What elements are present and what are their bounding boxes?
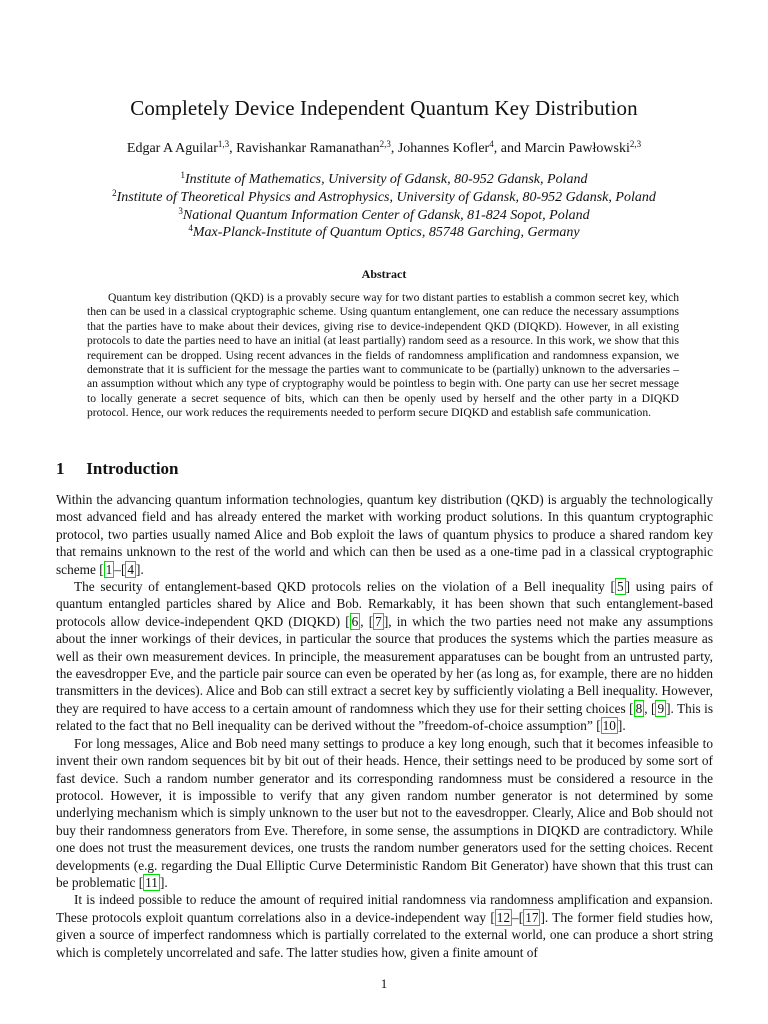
- citation-bracket: [: [490, 909, 495, 925]
- affiliation-line: [0, 224, 768, 242]
- citation-bracket: ]: [383, 613, 389, 629]
- citation-bracket: ]: [666, 700, 671, 716]
- citation-bracket: ]: [540, 909, 545, 925]
- citation-bracket: [: [120, 561, 126, 577]
- citation-bracket: [: [629, 700, 634, 716]
- paragraph-text: For long messages, Alice and Bob need many settings to produce a key long enough, such that it becomes infeasible to invent their own random sequences bit by bit out of their heads. Hence, their settings need to be produced by some sort of fast device. Such a random number generator and its corresponding randomness must be considered a resource in the protocol. However, it is impossible to verify that any given random number generator is not determined by some underlying mechanism which is simply unknown to the user but not to the eavesdropper. Clearly, Alice and Bob should not buy their randomness generators from Eve. Therefore, in some sense, the assumptions in DIQKD are contradictory. While one does not trust the measurement devices, one trusts the random number generators used for the setting choices. Recent developments (e.g. regarding the Dual Elliptic Curve Deterministic Random Bit Generator) have shown that this trust can be problematic: [56, 735, 713, 890]
- affiliation-mark: 3: [178, 205, 183, 216]
- affiliation-text: Max-Planck-Institute of Quantum Optics, 85748 Garching, Germany: [192, 225, 580, 241]
- citation-link[interactable]: 9: [657, 700, 665, 716]
- author-affiliation-mark: 4: [489, 139, 494, 149]
- affiliation-mark: 1: [180, 170, 186, 180]
- paragraph-text: ].: [136, 561, 144, 577]
- paragraph-text: The security of entanglement-based QKD protocols relies on the violation of a Bell inequality: [74, 579, 611, 595]
- author-name: Edgar A Aguilar: [126, 141, 218, 156]
- introduction-body: [56, 491, 713, 961]
- citation-bracket: [: [596, 718, 601, 734]
- citation-bracket: [: [610, 579, 615, 595]
- affiliation-text: National Quantum Information Center of Gdansk, 81-824 Sopot, Poland: [182, 207, 590, 223]
- body-paragraph: [56, 891, 713, 961]
- author-name: Marcin Pawłowski: [524, 141, 630, 156]
- author-affiliation-mark: 1,3: [217, 139, 230, 149]
- affiliation-list: [0, 171, 768, 242]
- author-separator: ,: [229, 141, 237, 156]
- paragraph-text: –: [512, 909, 519, 925]
- author-name: Ravishankar Ramanathan: [236, 141, 380, 156]
- citation-link[interactable]: 4: [127, 561, 135, 577]
- citation-bracket: ]: [625, 579, 631, 595]
- abstract-text: Quantum key distribution (QKD) is a provably secure way for two distant parties to establish a common secret key, which then can be used in a classical cryptographic scheme. Using quantum entanglement, one can reduce the necessary assumptions that the parties have to make about their devices, giving rise to device-independent QKD (DIQKD). However, in all existing protocols to date the parties need to have an initial (at least partially) random seed as a resource. In this work, we show that this requirement can be dropped. Using recent advances in the fields of randomness amplification and randomness expansion, we demonstrate that it is sufficient for the message the parties want to communicate to be (partially) unknown to the adversaries – an assumption without which any type of cryptography would be pointless to begin with. One party can use her secret message to locally generate a secret sequence of bits, which can then be openly used by herself and the other party in a DIQKD protocol. Hence, our work reduces the requirements needed to perform secure DIQKD and establish safe communication.: [87, 291, 679, 420]
- author-affiliation-mark: 2,3: [629, 139, 642, 149]
- paragraph-text: .: [164, 874, 168, 890]
- author-name: Johannes Kofler: [397, 141, 490, 156]
- paragraph-text: using pairs of quantum entangled particles shared by Alice and Bob. Remarkably, it has been shown that such entanglement-based protocols allow device-independent QKD (DIQKD): [56, 579, 713, 629]
- paragraph-text: It is indeed possible to reduce the amount of required initial randomness via randomness amplification and expansion. These protocols exploit quantum correlations also in a device-independent way: [56, 892, 713, 925]
- citation-link[interactable]: 11: [145, 874, 158, 890]
- body-paragraph: [56, 578, 713, 735]
- citation-link[interactable]: 1: [105, 561, 113, 577]
- citation-link[interactable]: 8: [635, 700, 643, 716]
- author-affiliation-mark: 2,3: [379, 139, 391, 149]
- affiliation-mark: 2: [112, 187, 117, 198]
- paragraph-text: ,: [644, 700, 652, 716]
- paragraph-text: ,: [360, 613, 369, 629]
- page-number: 1: [380, 976, 388, 991]
- author-list: [0, 141, 768, 157]
- section-heading: [56, 459, 179, 479]
- citation-bracket: [: [138, 874, 144, 890]
- paragraph-text: . The former field studies how, given a source of imperfect randomness which is partially correlated to the external world, one can produce a short string which is completely uncorrelated and safe. The latter studies how, given a finite amount of: [56, 909, 713, 960]
- citation-link[interactable]: 10: [602, 718, 616, 734]
- paragraph-text: Within the advancing quantum information technologies, quantum key distribution (QKD) is arguably the technologically most advanced field and has already entered the market with working product solutions. In this quantum cryptographic protocol, two parties usually named Alice and Bob exploit the laws of quantum physics to produce a shared random key that remains unknown to the rest of the world and which can then be used as a one-time pad in a classical cryptographic scheme: [56, 492, 713, 577]
- paragraph-text: .: [622, 718, 626, 734]
- paper-title: Completely Device Independent Quantum Key Distribution: [130, 96, 638, 120]
- affiliation-line: [0, 171, 768, 189]
- citation-link[interactable]: 7: [375, 613, 382, 629]
- citation-bracket: [: [345, 613, 350, 629]
- body-paragraph: [56, 491, 713, 578]
- citation-bracket: [: [99, 561, 104, 577]
- affiliation-line: [0, 189, 768, 207]
- abstract-heading: Abstract: [361, 267, 407, 281]
- paragraph-text: –: [114, 561, 121, 577]
- citation-link[interactable]: 12: [496, 909, 511, 925]
- body-paragraph: [56, 735, 713, 892]
- author-separator: ,: [390, 141, 398, 156]
- affiliation-mark: 4: [188, 223, 193, 234]
- citation-bracket: [: [518, 909, 524, 925]
- citation-bracket: [: [651, 700, 656, 716]
- citation-link[interactable]: 17: [525, 909, 539, 925]
- paragraph-text: , in which the two parties need not make any assumptions about the inner workings of their devices, in particular the source that produces the systems which the parties measure as well as their own measurement devices. In principle, the measurement apparatuses can be bought from an untrusted party, the eavesdropper Eve, and the particle pair source can even be operated by her (as long as, for example, there are no hidden transmitters in the devices). Alice and Bob can still extract a secret key by sufficiently violating a Bell inequality. However, they are required to have access to a certain amount of randomness which they use for their setting choices: [56, 613, 714, 716]
- citation-link[interactable]: 5: [616, 579, 624, 595]
- citation-link[interactable]: 6: [351, 613, 359, 629]
- author-separator: , and: [493, 141, 525, 156]
- section-title: Introduction: [86, 459, 179, 478]
- affiliation-text: Institute of Mathematics, University of Gdansk, 80-952 Gdansk, Poland: [185, 172, 588, 187]
- section-number: 1: [56, 459, 65, 478]
- paragraph-text: . This is related to the fact that no Bell inequality can be derived without the ”freedom-of-choice assumption”: [56, 700, 713, 734]
- affiliation-text: Institute of Theoretical Physics and Astrophysics, University of Gdansk, 80-952 Gdansk, Poland: [116, 189, 656, 205]
- affiliation-line: [0, 207, 768, 225]
- citation-bracket: [: [368, 613, 374, 629]
- citation-bracket: ]: [159, 874, 165, 890]
- citation-bracket: ]: [617, 718, 623, 734]
